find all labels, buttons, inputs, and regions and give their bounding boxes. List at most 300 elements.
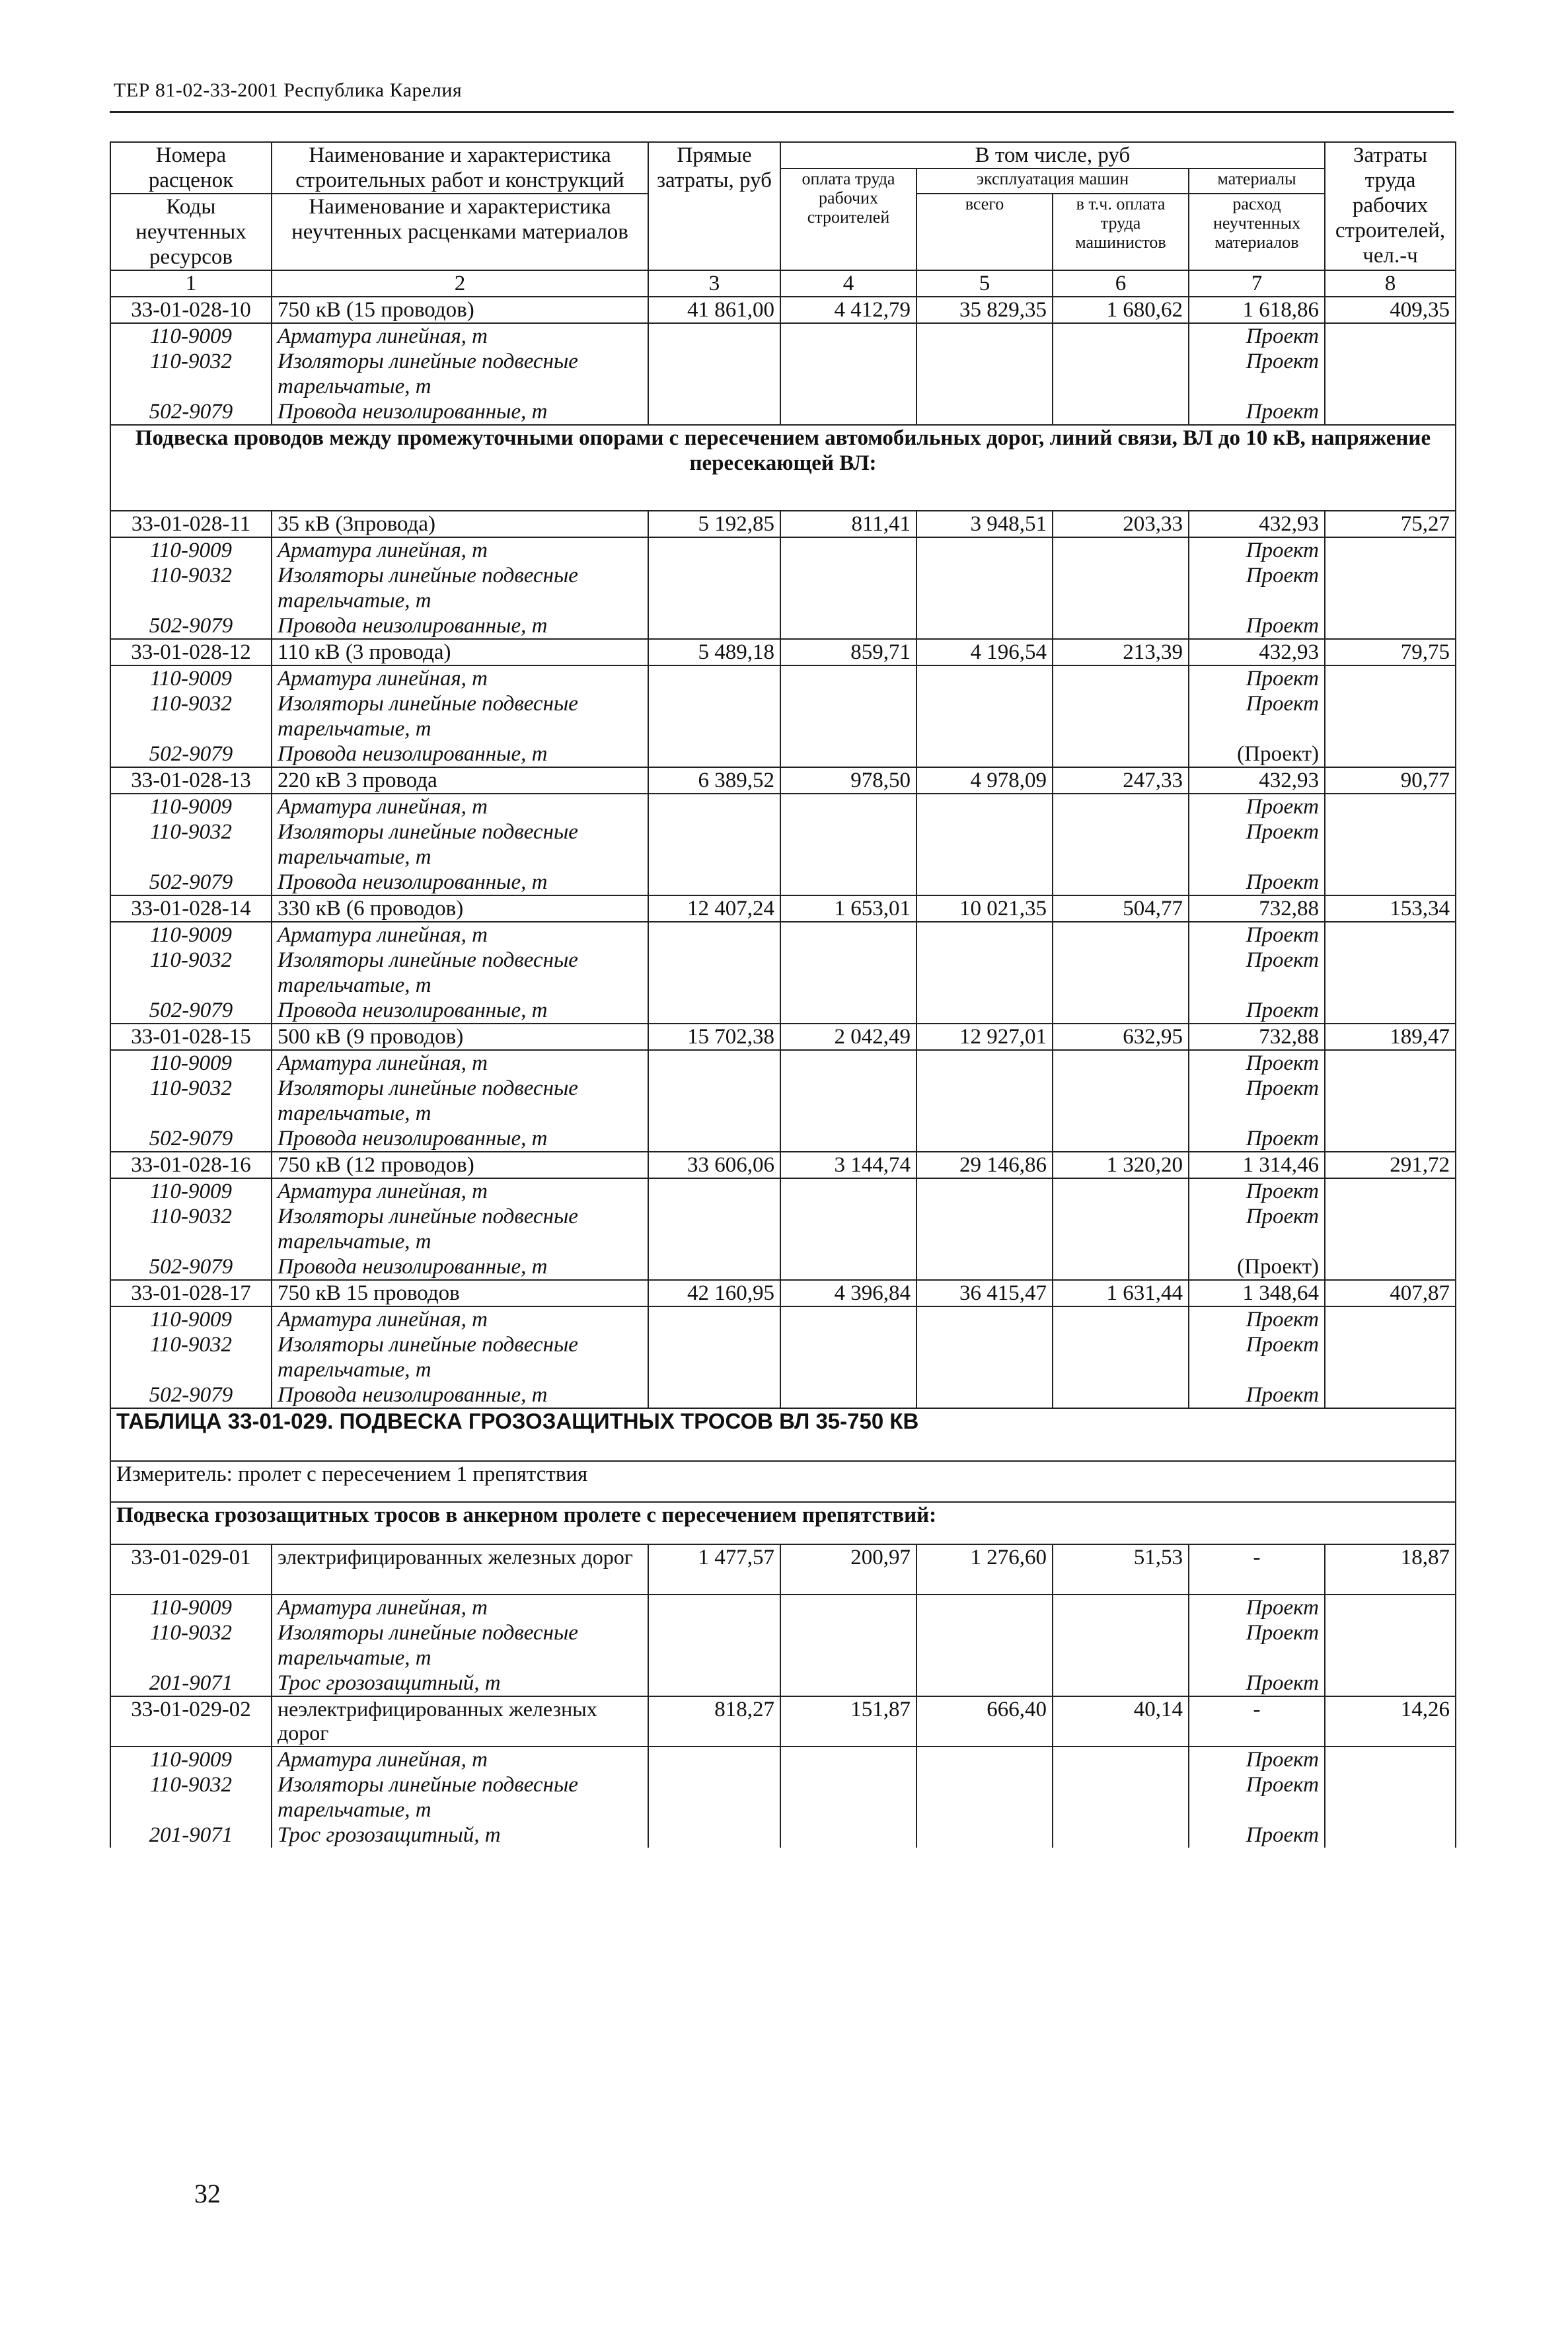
work-name: 35 кВ (3провода) [272,511,648,537]
empty-cell [1325,741,1456,767]
resource-name: Изоляторы линейные подвесные тарельчатые, т [272,691,648,741]
rate-row [110,1280,1456,1306]
value-materials: 432,93 [1189,767,1325,794]
empty-cell [1325,1050,1456,1076]
empty-cell [780,1204,916,1254]
empty-cell [780,1595,916,1620]
value-labor: 4 396,84 [780,1280,916,1306]
value-labor: 859,71 [780,639,916,665]
header-materials: материалы [1189,169,1325,194]
value-hours: 14,26 [1325,1696,1456,1747]
resource-status: Проект [1189,613,1325,639]
empty-cell [780,1306,916,1332]
resource-status: Проект [1189,1382,1325,1408]
resource-name: Трос грозозащитный, т [272,1823,648,1848]
resource-row [110,1747,1456,1772]
work-name: 110 кВ (3 провода) [272,639,648,665]
resource-code: 110-9032 [110,1332,272,1382]
empty-cell [648,1204,780,1254]
empty-cell [648,922,780,948]
empty-cell [1325,537,1456,563]
resource-status: Проект [1189,1332,1325,1382]
value-machines: 4 196,54 [916,639,1053,665]
empty-cell [1325,691,1456,741]
empty-cell [780,1332,916,1382]
rate-row [110,767,1456,794]
header-labor-hours: Затраты труда рабочих строителей, чел.-ч [1325,142,1456,270]
empty-cell [1053,870,1189,895]
empty-cell [780,349,916,399]
resource-name: Провода неизолированные, т [272,741,648,767]
empty-cell [1325,922,1456,948]
empty-cell [648,1126,780,1152]
empty-cell [648,1595,780,1620]
resource-status: Проект [1189,1178,1325,1204]
resource-status: Проект [1189,1595,1325,1620]
empty-cell [648,948,780,998]
value-machines: 666,40 [916,1696,1053,1747]
rate-code: 33-01-029-01 [110,1544,272,1595]
empty-cell [1325,1747,1456,1772]
empty-cell [916,613,1053,639]
empty-cell [916,998,1053,1024]
rate-code: 33-01-028-13 [110,767,272,794]
empty-cell [916,1076,1053,1126]
value-hours: 79,75 [1325,639,1456,665]
value-machines: 3 948,51 [916,511,1053,537]
resource-code: 502-9079 [110,1126,272,1152]
empty-cell [648,1823,780,1848]
empty-cell [916,1823,1053,1848]
resource-status: Проект [1189,948,1325,998]
empty-cell [1325,613,1456,639]
page-number: 32 [194,2179,221,2208]
value-operators: 40,14 [1053,1696,1189,1747]
value-materials: 732,88 [1189,895,1325,922]
rate-row [110,511,1456,537]
empty-cell [780,819,916,870]
resource-row [110,1126,1456,1152]
value-operators: 1 680,62 [1053,297,1189,323]
resource-code: 201-9071 [110,1823,272,1848]
value-hours: 407,87 [1325,1280,1456,1306]
empty-cell [648,1382,780,1408]
work-name: 220 кВ 3 провода [272,767,648,794]
empty-cell [780,1178,916,1204]
column-number: 5 [916,270,1053,297]
rate-code: 33-01-028-16 [110,1152,272,1178]
resource-name: Провода неизолированные, т [272,1126,648,1152]
empty-cell [648,563,780,613]
value-machines: 35 829,35 [916,297,1053,323]
empty-cell [648,741,780,767]
column-numbers-row [110,270,1456,297]
resource-row [110,349,1456,399]
resource-row [110,948,1456,998]
resource-row [110,1772,1456,1823]
empty-cell [1053,1595,1189,1620]
resource-status: (Проект) [1189,1254,1325,1280]
empty-cell [780,1823,916,1848]
value-materials: 1 618,86 [1189,297,1325,323]
resource-code: 110-9009 [110,537,272,563]
column-number: 7 [1189,270,1325,297]
empty-cell [780,1772,916,1823]
empty-cell [916,1772,1053,1823]
table-title-row [110,1408,1456,1461]
empty-cell [1053,741,1189,767]
resource-name: Изоляторы линейные подвесные тарельчатые, т [272,1620,648,1671]
resource-code: 110-9032 [110,1076,272,1126]
empty-cell [648,537,780,563]
value-labor: 151,87 [780,1696,916,1747]
empty-cell [1325,349,1456,399]
empty-cell [916,819,1053,870]
resource-code: 110-9032 [110,563,272,613]
rate-row [110,1152,1456,1178]
empty-cell [780,399,916,425]
rate-row [110,1696,1456,1747]
empty-cell [916,1254,1053,1280]
resource-name: Изоляторы линейные подвесные тарельчатые, т [272,1076,648,1126]
header-work-name: Наименование и характеристика строительных работ и конструкций [272,142,648,194]
empty-cell [1325,948,1456,998]
empty-cell [1325,870,1456,895]
resource-status: Проект [1189,691,1325,741]
empty-cell [780,1050,916,1076]
resource-row [110,1620,1456,1671]
empty-cell [916,1204,1053,1254]
resource-status: Проект [1189,349,1325,399]
resource-name: Арматура линейная, т [272,1747,648,1772]
header-materials-usage: расход неучтенных материалов [1189,194,1325,270]
empty-cell [1053,1620,1189,1671]
empty-cell [1053,613,1189,639]
empty-cell [780,948,916,998]
resource-code: 110-9032 [110,948,272,998]
value-machines: 1 276,60 [916,1544,1053,1595]
empty-cell [1325,1178,1456,1204]
empty-cell [1053,399,1189,425]
resource-row [110,1671,1456,1696]
resource-row [110,870,1456,895]
rate-row [110,297,1456,323]
resource-status: Проект [1189,819,1325,870]
empty-cell [1325,1772,1456,1823]
rate-code: 33-01-028-12 [110,639,272,665]
resource-row [110,794,1456,819]
empty-cell [1325,399,1456,425]
empty-cell [1053,948,1189,998]
empty-cell [1053,563,1189,613]
empty-cell [916,948,1053,998]
value-labor: 200,97 [780,1544,916,1595]
value-operators: 504,77 [1053,895,1189,922]
resource-status: Проект [1189,1620,1325,1671]
work-name: неэлектрифицированных железных дорог [272,1696,648,1747]
empty-cell [1325,1382,1456,1408]
empty-cell [780,741,916,767]
empty-cell [780,870,916,895]
resource-name: Изоляторы линейные подвесные тарельчатые, т [272,1204,648,1254]
empty-cell [648,399,780,425]
section-title-row [110,425,1456,511]
value-machines: 4 978,09 [916,767,1053,794]
empty-cell [648,998,780,1024]
empty-cell [1325,1254,1456,1280]
column-number: 3 [648,270,780,297]
resource-code: 201-9071 [110,1671,272,1696]
empty-cell [780,794,916,819]
value-direct: 15 702,38 [648,1024,780,1050]
value-hours: 90,77 [1325,767,1456,794]
value-labor: 811,41 [780,511,916,537]
empty-cell [648,613,780,639]
value-hours: 75,27 [1325,511,1456,537]
empty-cell [780,563,916,613]
empty-cell [1325,1823,1456,1848]
measure-unit: Измеритель: пролет с пересечением 1 препятствия [110,1461,1456,1502]
empty-cell [1325,1126,1456,1152]
work-name: 750 кВ (12 проводов) [272,1152,648,1178]
empty-cell [648,349,780,399]
empty-cell [916,1671,1053,1696]
resource-row [110,741,1456,767]
empty-cell [916,1595,1053,1620]
resource-code: 110-9009 [110,1595,272,1620]
rate-code: 33-01-028-14 [110,895,272,922]
empty-cell [1053,922,1189,948]
rate-code: 33-01-029-02 [110,1696,272,1747]
header-machines-total: всего [916,194,1053,270]
value-direct: 41 861,00 [648,297,780,323]
empty-cell [1053,819,1189,870]
empty-cell [780,537,916,563]
resource-name: Арматура линейная, т [272,665,648,691]
empty-cell [780,1747,916,1772]
rate-row [110,1024,1456,1050]
resource-code: 110-9032 [110,1620,272,1671]
empty-cell [648,665,780,691]
rate-code: 33-01-028-11 [110,511,272,537]
rate-row [110,639,1456,665]
section-title: Подвеска проводов между промежуточными опорами с пересечением автомобильных дорог, линий связи, ВЛ до 10 кВ, напряжение пересекающей ВЛ: [110,425,1456,511]
empty-cell [916,870,1053,895]
resource-code: 110-9032 [110,691,272,741]
resource-row [110,691,1456,741]
value-materials: 1 314,46 [1189,1152,1325,1178]
empty-cell [1325,819,1456,870]
resource-status: Проект [1189,1772,1325,1823]
value-hours: 18,87 [1325,1544,1456,1595]
empty-cell [916,323,1053,349]
resource-status: Проект [1189,1076,1325,1126]
empty-cell [916,665,1053,691]
empty-cell [916,349,1053,399]
rate-row [110,1544,1456,1595]
resource-status: Проект [1189,1050,1325,1076]
resource-row [110,1823,1456,1848]
value-operators: 203,33 [1053,511,1189,537]
resource-status: Проект [1189,998,1325,1024]
resource-status: Проект [1189,1204,1325,1254]
value-direct: 5 489,18 [648,639,780,665]
empty-cell [648,1050,780,1076]
resource-code: 502-9079 [110,1382,272,1408]
empty-cell [916,1620,1053,1671]
resource-name: Арматура линейная, т [272,1306,648,1332]
empty-cell [916,794,1053,819]
resource-code: 110-9009 [110,665,272,691]
value-hours: 189,47 [1325,1024,1456,1050]
resource-row [110,323,1456,349]
resource-status: Проект [1189,665,1325,691]
resource-name: Изоляторы линейные подвесные тарельчатые, т [272,349,648,399]
resource-status: Проект [1189,323,1325,349]
empty-cell [780,1620,916,1671]
resource-row [110,563,1456,613]
empty-cell [648,323,780,349]
empty-cell [1053,998,1189,1024]
empty-cell [648,1254,780,1280]
empty-cell [1053,1254,1189,1280]
empty-cell [648,1671,780,1696]
header-material-name: Наименование и характеристика неучтенных расценками материалов [272,194,648,270]
resource-code: 110-9009 [110,794,272,819]
empty-cell [648,1332,780,1382]
resource-status: (Проект) [1189,741,1325,767]
empty-cell [1053,665,1189,691]
resource-code: 110-9032 [110,349,272,399]
value-direct: 33 606,06 [648,1152,780,1178]
resource-row [110,1204,1456,1254]
empty-cell [648,1620,780,1671]
empty-cell [1325,1306,1456,1332]
empty-cell [648,1076,780,1126]
empty-cell [1053,1772,1189,1823]
resource-code: 110-9009 [110,922,272,948]
resource-status: Проект [1189,563,1325,613]
empty-cell [780,922,916,948]
resource-name: Провода неизолированные, т [272,870,648,895]
resource-name: Арматура линейная, т [272,323,648,349]
value-operators: 213,39 [1053,639,1189,665]
value-machines: 36 415,47 [916,1280,1053,1306]
empty-cell [648,870,780,895]
empty-cell [916,1332,1053,1382]
empty-cell [1053,691,1189,741]
work-name: 330 кВ (6 проводов) [272,895,648,922]
resource-row [110,1076,1456,1126]
empty-cell [1325,1332,1456,1382]
value-hours: 291,72 [1325,1152,1456,1178]
empty-cell [1325,323,1456,349]
empty-cell [1325,1076,1456,1126]
value-materials: 1 348,64 [1189,1280,1325,1306]
empty-cell [648,691,780,741]
value-labor: 1 653,01 [780,895,916,922]
value-materials: 432,93 [1189,511,1325,537]
resource-code: 502-9079 [110,741,272,767]
table-title: ТАБЛИЦА 33-01-029. ПОДВЕСКА ГРОЗОЗАЩИТНЫХ ТРОСОВ ВЛ 35-750 КВ [110,1408,1456,1461]
value-machines: 29 146,86 [916,1152,1053,1178]
resource-row [110,537,1456,563]
resource-code: 502-9079 [110,613,272,639]
value-direct: 12 407,24 [648,895,780,922]
header-workers-pay: оплата труда рабочих строителей [780,169,916,270]
resource-name: Арматура линейная, т [272,537,648,563]
empty-cell [780,323,916,349]
resource-code: 110-9009 [110,1747,272,1772]
resource-status: Проект [1189,1747,1325,1772]
resource-name: Изоляторы линейные подвесные тарельчатые, т [272,1772,648,1823]
resource-code: 110-9032 [110,1204,272,1254]
value-labor: 978,50 [780,767,916,794]
value-hours: 153,34 [1325,895,1456,922]
empty-cell [1325,998,1456,1024]
resource-name: Провода неизолированные, т [272,1254,648,1280]
resource-name: Изоляторы линейные подвесные тарельчатые, т [272,948,648,998]
empty-cell [916,1747,1053,1772]
value-operators: 1 631,44 [1053,1280,1189,1306]
header-divider [110,111,1454,113]
resource-code: 502-9079 [110,870,272,895]
resource-name: Провода неизолированные, т [272,998,648,1024]
resource-row [110,1254,1456,1280]
empty-cell [1053,1076,1189,1126]
empty-cell [1053,323,1189,349]
resource-status: Проект [1189,1671,1325,1696]
value-labor: 2 042,49 [780,1024,916,1050]
rate-code: 33-01-028-15 [110,1024,272,1050]
empty-cell [780,998,916,1024]
header-machines: эксплуатация машин [916,169,1189,194]
empty-cell [648,1747,780,1772]
empty-cell [1325,1595,1456,1620]
value-machines: 12 927,01 [916,1024,1053,1050]
header-rate-numbers: Номера расценок [110,142,272,194]
resource-code: 110-9032 [110,1772,272,1823]
header-direct-costs: Прямые затраты, руб [648,142,780,270]
resource-row [110,613,1456,639]
resource-name: Трос грозозащитный, т [272,1671,648,1696]
resource-status: Проект [1189,1126,1325,1152]
resource-status: Проект [1189,399,1325,425]
value-operators: 247,33 [1053,767,1189,794]
resource-name: Арматура линейная, т [272,1595,648,1620]
resource-name: Изоляторы линейные подвесные тарельчатые, т [272,1332,648,1382]
empty-cell [1325,563,1456,613]
value-materials: 732,88 [1189,1024,1325,1050]
value-direct: 5 192,85 [648,511,780,537]
resource-row [110,1382,1456,1408]
empty-cell [1053,794,1189,819]
header-resource-codes: Коды неучтенных ресурсов [110,194,272,270]
resource-row [110,1332,1456,1382]
work-name: 750 кВ (15 проводов) [272,297,648,323]
resource-status: Проект [1189,794,1325,819]
column-number: 4 [780,270,916,297]
rate-row [110,895,1456,922]
column-number: 6 [1053,270,1189,297]
value-labor: 4 412,79 [780,297,916,323]
value-direct: 42 160,95 [648,1280,780,1306]
resource-code: 110-9009 [110,1306,272,1332]
empty-cell [1325,1204,1456,1254]
subsection-title-row [110,1502,1456,1544]
resource-status: Проект [1189,870,1325,895]
empty-cell [916,691,1053,741]
